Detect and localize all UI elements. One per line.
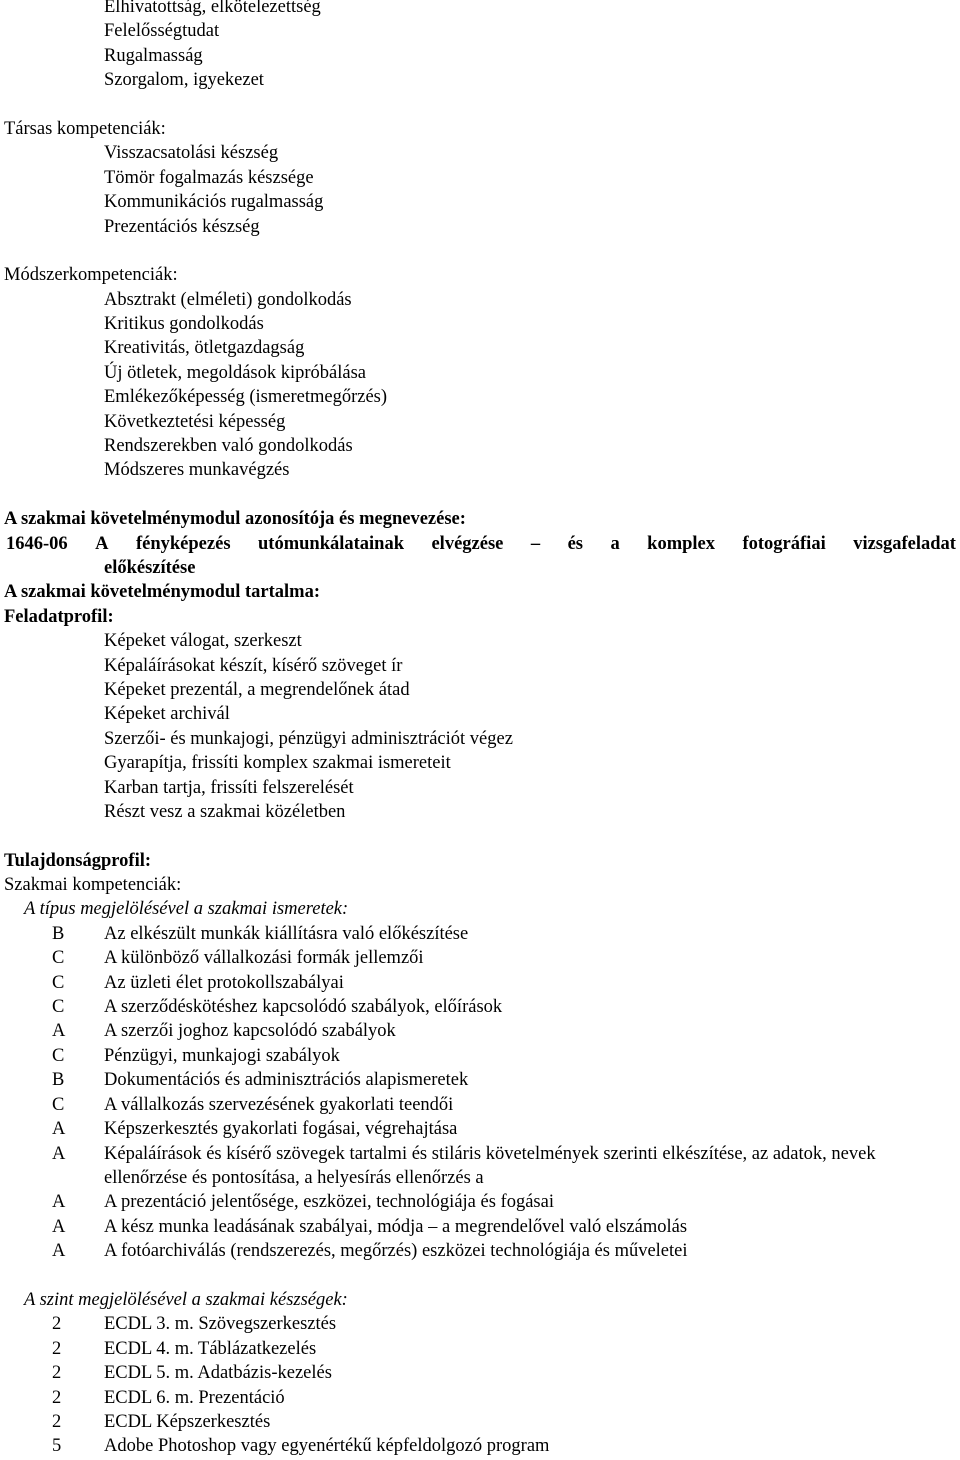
spacer bbox=[0, 239, 960, 263]
list-item: Elhivatottság, elkötelezettség bbox=[104, 0, 321, 17]
list-item: Kreativitás, ötletgazdagság bbox=[104, 338, 305, 359]
knowledge-level: A bbox=[52, 1216, 66, 1237]
spacer bbox=[0, 93, 960, 117]
knowledge-row bbox=[0, 1190, 960, 1214]
module-title-word: fényképezés bbox=[135, 533, 231, 554]
knowledge-level: A bbox=[52, 1021, 66, 1042]
knowledge-level: C bbox=[52, 1045, 65, 1066]
knowledge-row bbox=[0, 1215, 960, 1239]
knowledge-level: A bbox=[52, 1192, 66, 1213]
module-title-word: utómunkálatainak bbox=[258, 533, 404, 554]
module-title-word: a bbox=[610, 533, 620, 554]
knowledge-level: B bbox=[52, 923, 65, 944]
top-list bbox=[0, 0, 960, 93]
spacer bbox=[0, 1264, 960, 1288]
knowledge-list bbox=[0, 922, 960, 1264]
list-item: Képeket archivál bbox=[104, 704, 230, 725]
section-heading: Társas kompetenciák: bbox=[4, 118, 166, 139]
knowledge-level: C bbox=[52, 997, 65, 1018]
skill-row bbox=[0, 1410, 960, 1434]
skill-level: 5 bbox=[52, 1436, 62, 1457]
knowledge-row bbox=[0, 1117, 960, 1141]
method-competencies bbox=[0, 263, 960, 483]
knowledge-level: C bbox=[52, 948, 65, 969]
list-item: Emlékezőképesség (ismeretmegőrzés) bbox=[104, 387, 388, 408]
module-title-word: A bbox=[95, 533, 109, 554]
list-item: Szorgalom, igyekezet bbox=[104, 70, 264, 91]
skill-row bbox=[0, 1337, 960, 1361]
knowledge-text: A különböző vállalkozási formák jellemzői bbox=[104, 948, 424, 969]
spacer bbox=[0, 483, 960, 507]
knowledge-text: Az üzleti élet protokollszabályai bbox=[104, 972, 344, 993]
skill-level: 2 bbox=[52, 1363, 62, 1384]
skill-level: 2 bbox=[52, 1387, 62, 1408]
list-item: Új ötletek, megoldások kipróbálása bbox=[104, 362, 367, 383]
knowledge-row bbox=[0, 1019, 960, 1043]
knowledge-text: A szerzői joghoz kapcsolódó szabályok bbox=[104, 1021, 396, 1042]
knowledge-text: Képaláírások és kísérő szövegek tartalmi és stiláris követelmények szerinti elkészítése, az adatok, nevek ellenőrzése és pontosítása, a helyesírás ellenőrzés a bbox=[104, 1143, 876, 1188]
module-title-word: és bbox=[567, 533, 583, 554]
skill-level: 2 bbox=[52, 1314, 62, 1335]
list-item: Szerzői- és munkajogi, pénzügyi adminisztrációt végez bbox=[104, 728, 513, 749]
module-title-word: – bbox=[530, 533, 541, 554]
knowledge-level: C bbox=[52, 1094, 65, 1115]
knowledge-row bbox=[0, 922, 960, 946]
profile-sub-heading: Szakmai kompetenciák: bbox=[4, 875, 182, 896]
list-item: Visszacsatolási készség bbox=[104, 143, 279, 164]
skill-text: ECDL Képszerkesztés bbox=[104, 1411, 271, 1432]
module-title-word: elvégzése bbox=[431, 533, 504, 554]
module-content-heading: A szakmai követelménymodul tartalma: bbox=[4, 582, 321, 603]
knowledge-row bbox=[0, 1068, 960, 1092]
list-item: Következtetési képesség bbox=[104, 411, 286, 432]
social-competencies bbox=[0, 117, 960, 239]
module-id-heading: A szakmai követelménymodul azonosítója és megnevezése: bbox=[4, 509, 466, 530]
knowledge-text: A vállalkozás szervezésének gyakorlati teendői bbox=[104, 1094, 454, 1115]
skill-text: ECDL 4. m. Táblázatkezelés bbox=[104, 1338, 317, 1359]
knowledge-row bbox=[0, 971, 960, 995]
section-heading: Módszerkompetenciák: bbox=[4, 265, 178, 286]
skills-list bbox=[0, 1312, 960, 1458]
module-section bbox=[0, 507, 960, 824]
knowledge-row bbox=[0, 1239, 960, 1263]
module-title-word: fotográfiai bbox=[742, 533, 826, 554]
property-profile bbox=[0, 849, 960, 1459]
module-code: 1646-06 bbox=[6, 533, 68, 554]
module-code-line bbox=[0, 532, 960, 556]
knowledge-text: Képszerkesztés gyakorlati fogásai, végrehajtása bbox=[104, 1119, 458, 1140]
skill-row bbox=[0, 1386, 960, 1410]
module-title-word: komplex bbox=[647, 533, 716, 554]
task-list bbox=[0, 629, 960, 824]
list-item: Képeket válogat, szerkeszt bbox=[104, 631, 302, 652]
knowledge-text: A prezentáció jelentősége, eszközei, technológiája és fogásai bbox=[104, 1192, 554, 1213]
list-item: Felelősségtudat bbox=[104, 21, 220, 42]
skill-text: ECDL 6. m. Prezentáció bbox=[104, 1387, 285, 1408]
list-item: Képeket prezentál, a megrendelőnek átad bbox=[104, 679, 410, 700]
skills-heading: A szint megjelölésével a szakmai készségek: bbox=[24, 1289, 348, 1310]
knowledge-row bbox=[0, 995, 960, 1019]
list-item: Gyarapítja, frissíti komplex szakmai ismereteit bbox=[104, 753, 451, 774]
knowledge-text: Dokumentációs és adminisztrációs alapismeretek bbox=[104, 1070, 469, 1091]
list-item: Módszeres munkavégzés bbox=[104, 460, 290, 481]
knowledge-row bbox=[0, 1142, 960, 1191]
skill-text: ECDL 3. m. Szövegszerkesztés bbox=[104, 1314, 337, 1335]
knowledge-text: A fotóarchiválás (rendszerezés, megőrzés) eszközei technológiája és műveletei bbox=[104, 1241, 688, 1262]
list-item: Kritikus gondolkodás bbox=[104, 314, 264, 335]
skill-row bbox=[0, 1312, 960, 1336]
list-item: Absztrakt (elméleti) gondolkodás bbox=[104, 289, 352, 310]
knowledge-level: A bbox=[52, 1119, 66, 1140]
skill-level: 2 bbox=[52, 1411, 62, 1432]
knowledge-level: A bbox=[52, 1143, 66, 1164]
knowledge-text: A szerződéskötéshez kapcsolódó szabályok, előírások bbox=[104, 997, 503, 1018]
module-title-word: vizsgafeladat bbox=[853, 533, 956, 554]
knowledge-text: Pénzügyi, munkajogi szabályok bbox=[104, 1045, 340, 1066]
knowledge-row bbox=[0, 1093, 960, 1117]
list-item: Részt vesz a szakmai közéletben bbox=[104, 801, 346, 822]
skill-level: 2 bbox=[52, 1338, 62, 1359]
list-item: Kommunikációs rugalmasság bbox=[104, 192, 324, 213]
knowledge-level: A bbox=[52, 1241, 66, 1262]
spacer bbox=[0, 824, 960, 848]
knowledge-row bbox=[0, 946, 960, 970]
knowledge-text: Az elkészült munkák kiállításra való előkészítése bbox=[104, 923, 469, 944]
list-item: Tömör fogalmazás készsége bbox=[104, 167, 314, 188]
profile-heading: Tulajdonságprofil: bbox=[4, 850, 152, 871]
knowledge-text: A kész munka leadásának szabályai, módja – a megrendelővel való elszámolás bbox=[104, 1216, 688, 1237]
skill-text: ECDL 5. m. Adatbázis-kezelés bbox=[104, 1363, 332, 1384]
knowledge-level: C bbox=[52, 972, 65, 993]
list-item: Prezentációs készség bbox=[104, 216, 260, 237]
list-item: Rugalmasság bbox=[104, 45, 203, 66]
knowledge-row bbox=[0, 1044, 960, 1068]
list-item: Képaláírásokat készít, kísérő szöveget ír bbox=[104, 655, 403, 676]
module-title-continuation: előkészítése bbox=[104, 557, 196, 578]
skill-text: Adobe Photoshop vagy egyenértékű képfeldolgozó program bbox=[104, 1436, 550, 1457]
list-item: Rendszerekben való gondolkodás bbox=[104, 436, 353, 457]
skill-row bbox=[0, 1434, 960, 1458]
knowledge-heading: A típus megjelölésével a szakmai ismeretek: bbox=[24, 899, 349, 920]
task-profile-heading: Feladatprofil: bbox=[4, 606, 114, 627]
skill-row bbox=[0, 1361, 960, 1385]
list-item: Karban tartja, frissíti felszerelését bbox=[104, 777, 354, 798]
knowledge-level: B bbox=[52, 1070, 65, 1091]
